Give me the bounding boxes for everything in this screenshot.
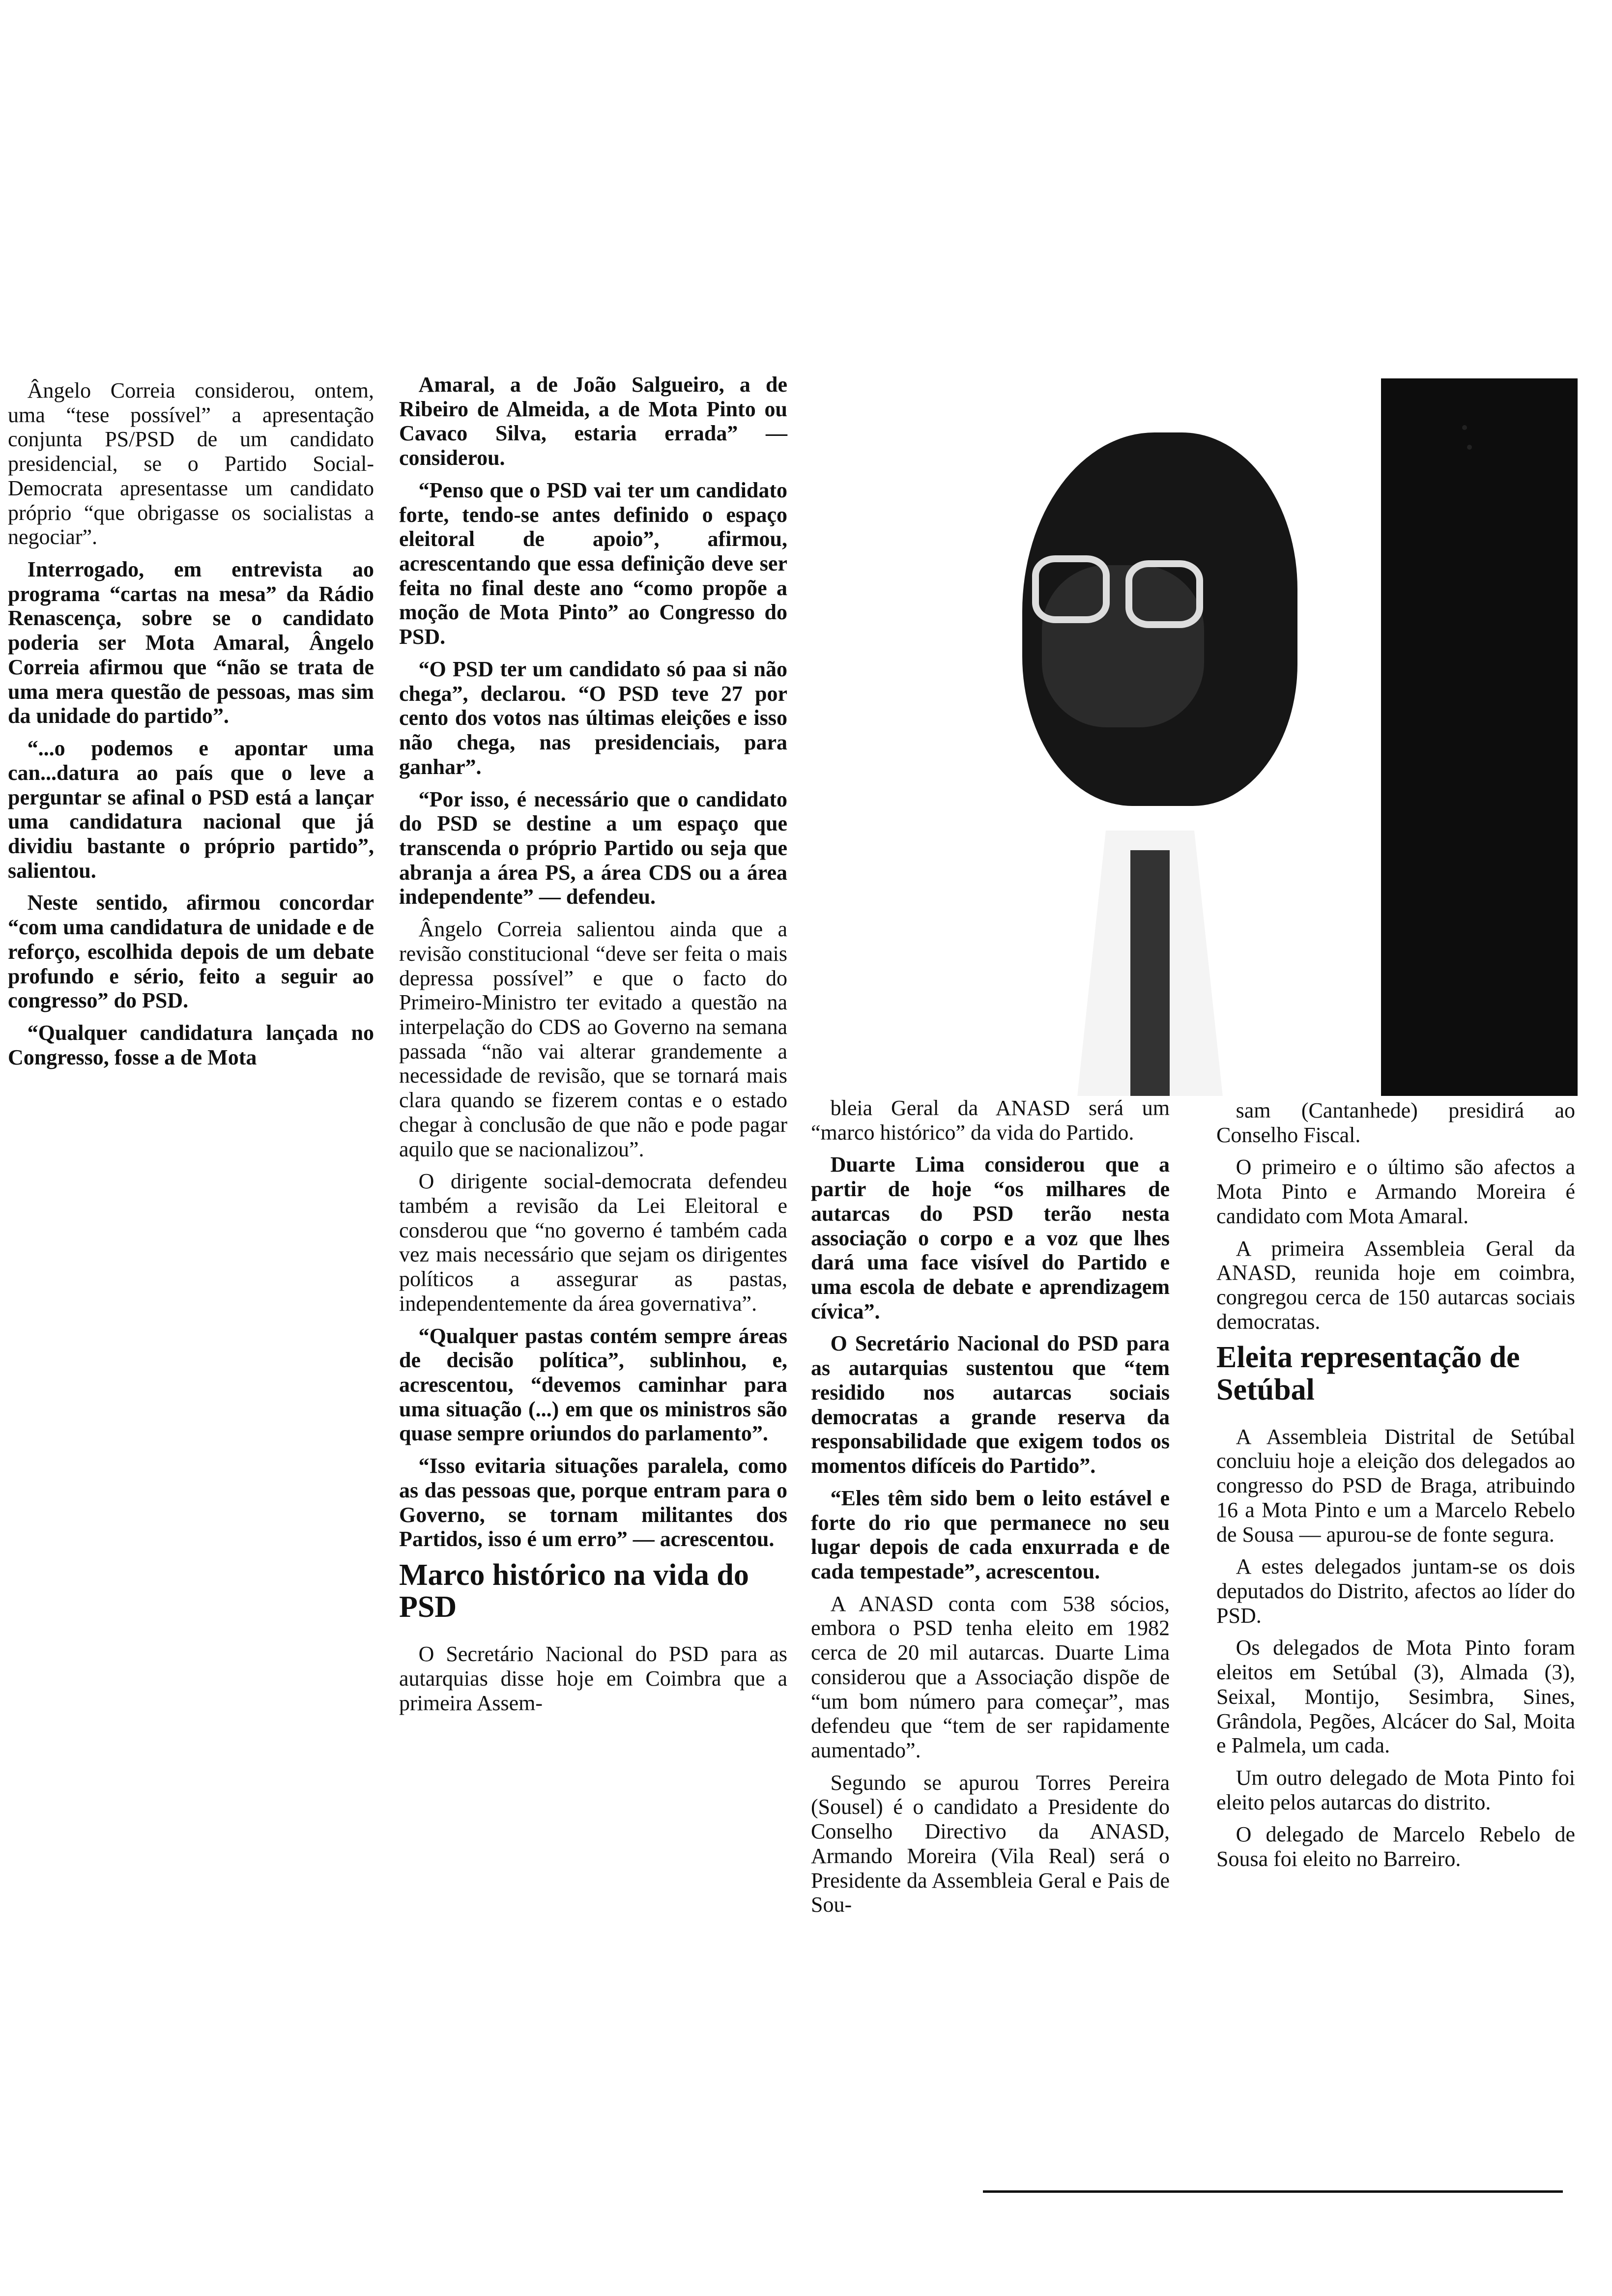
paragraph: “O PSD ter um candidato só paa si não chega”, declarou. “O PSD teve 27 por cento dos votos nas últimas eleições e isso não chega, nas presidenciais, para ganhar”. bbox=[399, 657, 787, 779]
section-heading-setubal: Eleita representação de Setúbal bbox=[1216, 1341, 1520, 1406]
paragraph: Segundo se apurou Torres Pereira (Sousel) é o candidato a Presidente do Conselho Directivo da ANASD, Armando Moreira (Vila Real) será o Presidente da Assembleia Geral e Pais de Sou- bbox=[811, 1770, 1170, 1917]
paragraph: “Penso que o PSD vai ter um candidato forte, tendo-se antes definido o espaço eleitoral de apoio”, afirmou, acrescentando que essa definição deve ser feita no final deste ano “como propõe a moção de Mota Pinto” ao Congresso do PSD. bbox=[399, 478, 787, 649]
paragraph: O dirigente social-democrata defendeu também a revisão da Lei Eleitoral e consderou que “no governo é também cada vez mais necessário que sejam os dirigentes políticos a assegurar as pastas, independentemente da área governativa”. bbox=[399, 1169, 787, 1316]
glasses-left-icon bbox=[1032, 555, 1110, 623]
paragraph: Ângelo Correia considerou, ontem, uma “tese possível” a apresentação conjunta PS/PSD de um candidato presidencial, se o Partido Social-Democrata apresentasse um candidato próprio “que obrigasse os socialistas a negociar”. bbox=[8, 378, 374, 549]
paragraph: Ângelo Correia salientou ainda que a revisão constitucional “deve ser feita o mais depressa possível” e que o facto do Primeiro-Ministro ter evitado a questão na interpelação do CDS ao Governo na semana passada “não vai alterar grandemente a necessidade de revisão, que se tornará mais clara quando se fizerem contas e o estado chegar à conclusão de que não e pode pagar aquilo que se nacionalizou”. bbox=[399, 917, 787, 1161]
paragraph: Um outro delegado de Mota Pinto foi eleito pelos autarcas do distrito. bbox=[1216, 1766, 1575, 1814]
paragraph: O Secretário Nacional do PSD para as autarquias sustentou que “tem residido nos autarcas sociais democratas a grande reserva da responsabilidade que exigem todos os momentos difíceis do Partido”. bbox=[811, 1331, 1170, 1478]
paragraph: “...o podemos e apontar uma can...datura ao país que o leve a perguntar se afinal o PSD está a lançar uma candidatura nacional que já dividiu bastante o próprio partido”, salientou. bbox=[8, 736, 374, 883]
paragraph: Amaral, a de João Salgueiro, a de Ribeiro de Almeida, a de Mota Pinto ou Cavaco Silva, estaria errada” — considerou. bbox=[399, 373, 787, 470]
speck bbox=[1462, 425, 1467, 430]
paragraph: A estes delegados juntam-se os dois deputados do Distrito, afectos ao líder do PSD. bbox=[1216, 1554, 1575, 1628]
section-heading-marco-historico: Marco histórico na vida do PSD bbox=[399, 1558, 749, 1624]
paragraph: A Assembleia Distrital de Setúbal concluiu hoje a eleição dos delegados ao congresso do PSD de Braga, atribuindo 16 a Mota Pinto e um a Marcelo Rebelo de Sousa — apurou-se de fonte segura. bbox=[1216, 1424, 1575, 1547]
paragraph: A ANASD conta com 538 sócios, embora o PSD tenha eleito em 1982 cerca de 20 mil autarcas. Duarte Lima considerou que a Associação dispõe de “um bom número para começar”, mas defendeu que “tem de ser rapidamente aumentado”. bbox=[811, 1591, 1170, 1762]
photo-shadow bbox=[811, 752, 1066, 1096]
article-column-1 bbox=[8, 378, 374, 1077]
paragraph: Interrogado, em entrevista ao programa “cartas na mesa” da Rádio Renascença, sobre se o candidato poderia ser Mota Amaral, Ângelo Correia afirmou que “não se trata de uma mera questão de pessoas, mas sim da unidade do partido”. bbox=[8, 557, 374, 728]
paragraph: Duarte Lima considerou que a partir de hoje “os milhares de autarcas do PSD terão nesta associação o corpo e a voz que lhes dará uma face visível do Partido e uma escola de debate e aprendizagem cívica”. bbox=[811, 1152, 1170, 1323]
paragraph: O Secretário Nacional do PSD para as autarquias disse hoje em Coimbra que a primeira Assem- bbox=[399, 1642, 787, 1715]
paragraph: O delegado de Marcelo Rebelo de Sousa foi eleito no Barreiro. bbox=[1216, 1822, 1575, 1871]
paragraph: Os delegados de Mota Pinto foram eleitos em Setúbal (3), Almada (3), Seixal, Montijo, Sesimbra, Sines, Grândola, Pegões, Alcácer do Sal, Moita e Palmela, um cada. bbox=[1216, 1636, 1575, 1758]
photo-tie bbox=[1130, 850, 1170, 1096]
article-column-3 bbox=[811, 1096, 1170, 1925]
paragraph: A primeira Assembleia Geral da ANASD, reunida hoje em coimbra, congregou cerca de 150 autarcas sociais democratas. bbox=[1216, 1236, 1575, 1334]
paragraph: “Isso evitaria situações paralela, como as das pessoas que, porque entram para o Governo, se tornam militantes dos Partidos, isso é um erro” — acrescentou. bbox=[399, 1454, 787, 1551]
paragraph: “Qualquer pastas contém sempre áreas de decisão política”, sublinhou, e, acrescentou, “devemos caminhar para uma situação (...) em que os ministros são quase sempre oriundos do parlamento”. bbox=[399, 1323, 787, 1446]
paragraph: sam (Cantanhede) presidirá ao Conselho Fiscal. bbox=[1216, 1098, 1575, 1147]
article-column-4 bbox=[1216, 1098, 1575, 1879]
portrait-photo bbox=[811, 378, 1578, 1096]
glasses-right-icon bbox=[1125, 560, 1203, 628]
paragraph: bleia Geral da ANASD será um “marco histórico” da vida do Partido. bbox=[811, 1096, 1170, 1145]
paragraph: “Qualquer candidatura lançada no Congresso, fosse a de Mota bbox=[8, 1020, 374, 1069]
paragraph: O primeiro e o último são afectos a Mota Pinto e Armando Moreira é candidato com Mota Amaral. bbox=[1216, 1155, 1575, 1228]
paragraph: “Eles têm sido bem o leito estável e forte do rio que permanece no seu lugar depois de cada enxurrada e de cada tempestade”, acrescentou. bbox=[811, 1486, 1170, 1583]
bottom-rule bbox=[983, 2190, 1563, 2193]
paragraph: Neste sentido, afirmou concordar “com uma candidatura de unidade e de reforço, escolhida depois de um debate profundo e sério, feito a seguir ao congresso” do PSD. bbox=[8, 890, 374, 1013]
article-column-2 bbox=[399, 373, 787, 1723]
speck bbox=[1467, 445, 1472, 450]
paragraph: “Por isso, é necessário que o candidato do PSD se destine a um espaço que transcenda o próprio Partido ou seja que abranja a área PS, a área CDS ou a área independente” — defendeu. bbox=[399, 787, 787, 909]
